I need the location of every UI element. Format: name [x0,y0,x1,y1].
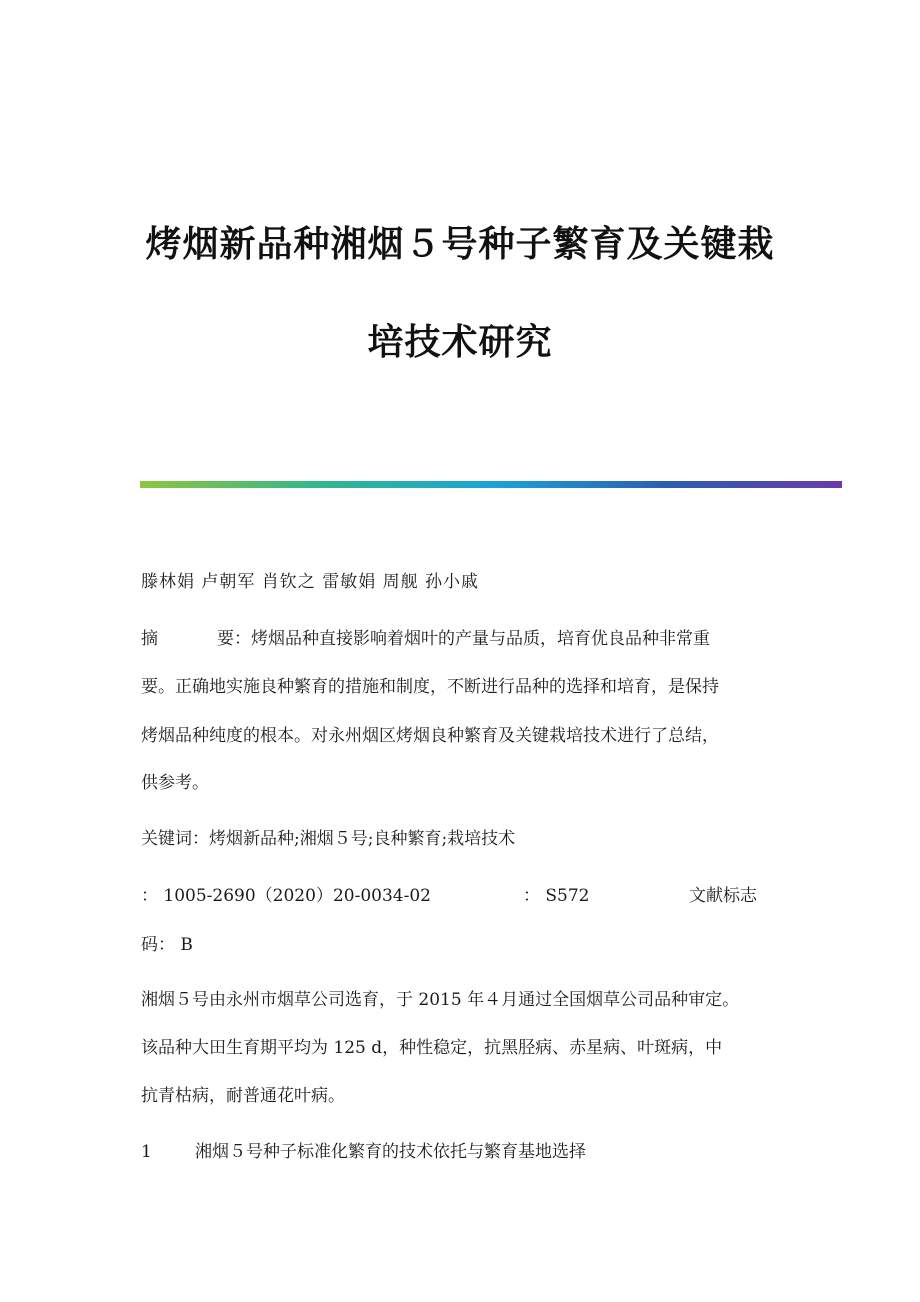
keywords: 关键词：烤烟新品种;湘烟５号;良种繁育;栽培技术 [141,829,516,849]
abstract-line-4: 供参考。 [141,773,209,793]
body-paragraph-line-2: 该品种大田生育期平均为 125 d，种性稳定，抗黑胫病、赤星病、叶斑病，中 [141,1038,723,1058]
abstract-line-2: 要。正确地实施良种繁育的措施和制度，不断进行品种的选择和培育，是保持 [141,677,719,697]
author-list: 滕林娟 卢朝军 肖钦之 雷敏娟 周舰 孙小戚 [141,572,480,592]
document-title-line-1: 烤烟新品种湘烟５号种子繁育及关键栽 [145,224,775,265]
document-title-line-2: 培技术研究 [367,322,553,363]
abstract-line-1 [141,624,710,649]
abstract-text-1: 烤烟品种直接影响着烟叶的产量与品质，培育优良品种非常重 [251,629,710,649]
body-paragraph-line-1: 湘烟５号由永州市烟草公司选育，于 2015 年４月通过全国烟草公司品种审定。 [141,990,740,1010]
abstract-label-right: 要： [217,629,251,649]
document-code: 码： B [141,935,193,955]
title-divider [140,481,842,488]
section-title: 湘烟５号种子标准化繁育的技术依托与繁育基地选择 [195,1142,586,1162]
section-number: 1 [141,1142,152,1162]
abstract-line-3: 烤烟品种纯度的根本。对永州烟区烤烟良种繁育及关键栽培技术进行了总结， [141,726,719,746]
document-code-label: 文献标志 [689,886,757,906]
section-heading-1 [141,1137,586,1162]
article-number: ： 1005-2690（2020）20-0034-02 [141,886,431,906]
clc-number: ： S572 [523,886,590,906]
abstract-label-left: 摘 [141,629,158,649]
body-paragraph-line-3: 抗青枯病，耐普通花叶病。 [141,1086,345,1106]
